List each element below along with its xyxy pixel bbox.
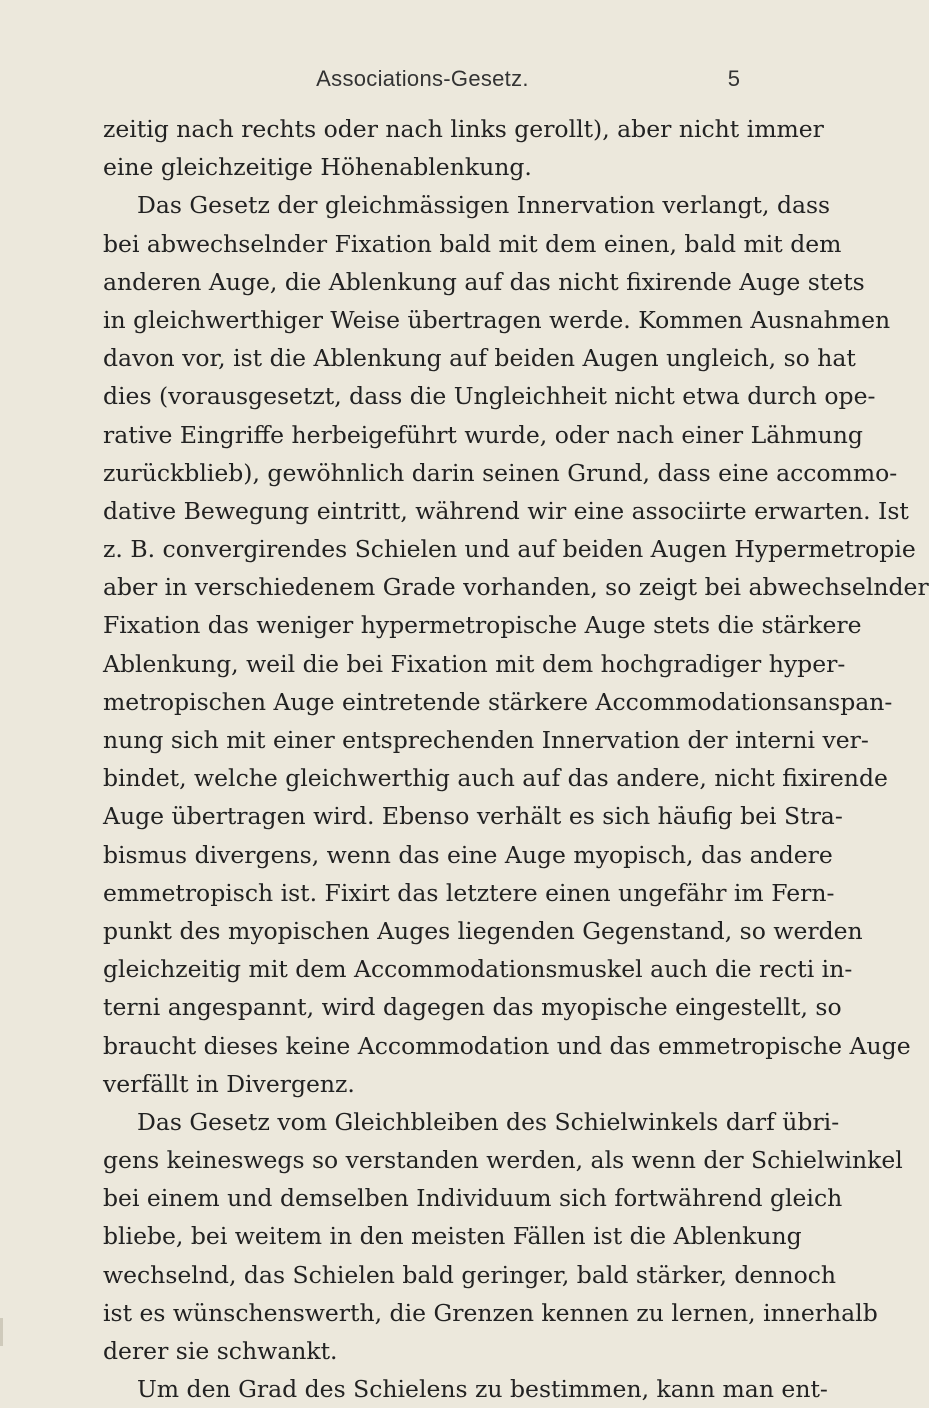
text-line: bei einem und demselben Individuum sich fortwährend gleich (103, 1184, 843, 1213)
text-line: emmetropisch ist. Fixirt das letztere einen ungefähr im Fern- (103, 878, 835, 907)
text-line: davon vor, ist die Ablenkung auf beiden Augen ungleich, so hat (103, 344, 856, 373)
text-line: bliebe, bei weitem in den meisten Fällen ist die Ablenkung (103, 1222, 802, 1251)
text-line: zurückblieb), gewöhnlich darin seinen Grund, dass eine accommo- (103, 458, 898, 487)
text-line: Auge übertragen wird. Ebenso verhält es sich häufig bei Stra- (103, 802, 843, 831)
text-line: rative Eingriffe herbeigeführt wurde, oder nach einer Lähmung (103, 420, 863, 449)
text-line: in gleichwerthiger Weise übertragen werde. Kommen Ausnahmen (103, 305, 891, 334)
text-line: verfällt in Divergenz. (103, 1069, 355, 1098)
text-line: zeitig nach rechts oder nach links gerollt), aber nicht immer (103, 115, 824, 143)
text-line: gens keineswegs so verstanden werden, als wenn der Schielwinkel (103, 1146, 903, 1175)
body-text (103, 110, 929, 1408)
text-line: nung sich mit einer entsprechenden Innervation der interni ver- (103, 726, 869, 754)
text-line: ist es wünschenswerth, die Grenzen kennen zu lernen, innerhalb (103, 1298, 878, 1327)
text-line: Fixation das weniger hypermetropische Auge stets die stärkere (103, 611, 862, 640)
page-edge-mark (0, 1318, 3, 1346)
text-line: eine gleichzeitige Höhenablenkung. (103, 153, 532, 182)
text-line: aber in verschiedenem Grade vorhanden, so zeigt bei abwechselnder (103, 573, 929, 602)
running-title: Associations-Gesetz. (316, 66, 529, 91)
text-line: wechselnd, das Schielen bald geringer, bald stärker, dennoch (103, 1260, 837, 1289)
page-number: 5 (727, 66, 740, 91)
text-line: Das Gesetz vom Gleichbleiben des Schielwinkels darf übri- (137, 1107, 840, 1136)
running-head (105, 66, 740, 96)
text-line: derer sie schwankt. (103, 1337, 338, 1365)
text-line: braucht dieses keine Accommodation und das emmetropische Auge (103, 1031, 911, 1060)
text-line: bindet, welche gleichwerthig auch auf das andere, nicht fixirende (103, 764, 888, 793)
text-line: bei abwechselnder Fixation bald mit dem einen, bald mit dem (103, 229, 842, 258)
text-line: metropischen Auge eintretende stärkere Accommodationsanspan- (103, 687, 893, 716)
text-line: z. B. convergirendes Schielen und auf beiden Augen Hypermetropie (103, 535, 916, 564)
text-line: Um den Grad des Schielens zu bestimmen, kann man ent- (137, 1375, 828, 1404)
text-line: punkt des myopischen Auges liegenden Gegenstand, so werden (103, 916, 863, 945)
text-line: dies (vorausgesetzt, dass die Ungleichheit nicht etwa durch ope- (103, 382, 876, 411)
text-line: bismus divergens, wenn das eine Auge myopisch, das andere (103, 840, 833, 869)
text-line: terni angespannt, wird dagegen das myopische eingestellt, so (103, 993, 842, 1022)
text-line: anderen Auge, die Ablenkung auf das nicht fixirende Auge stets (103, 267, 865, 296)
text-line: Ablenkung, weil die bei Fixation mit dem hochgradiger hyper- (103, 649, 846, 678)
text-line: Das Gesetz der gleichmässigen Innervation verlangt, dass (137, 191, 831, 220)
text-line: dative Bewegung eintritt, während wir eine associirte erwarten. Ist (103, 496, 909, 525)
text-line: gleichzeitig mit dem Accommodationsmuskel auch die recti in- (103, 955, 853, 984)
